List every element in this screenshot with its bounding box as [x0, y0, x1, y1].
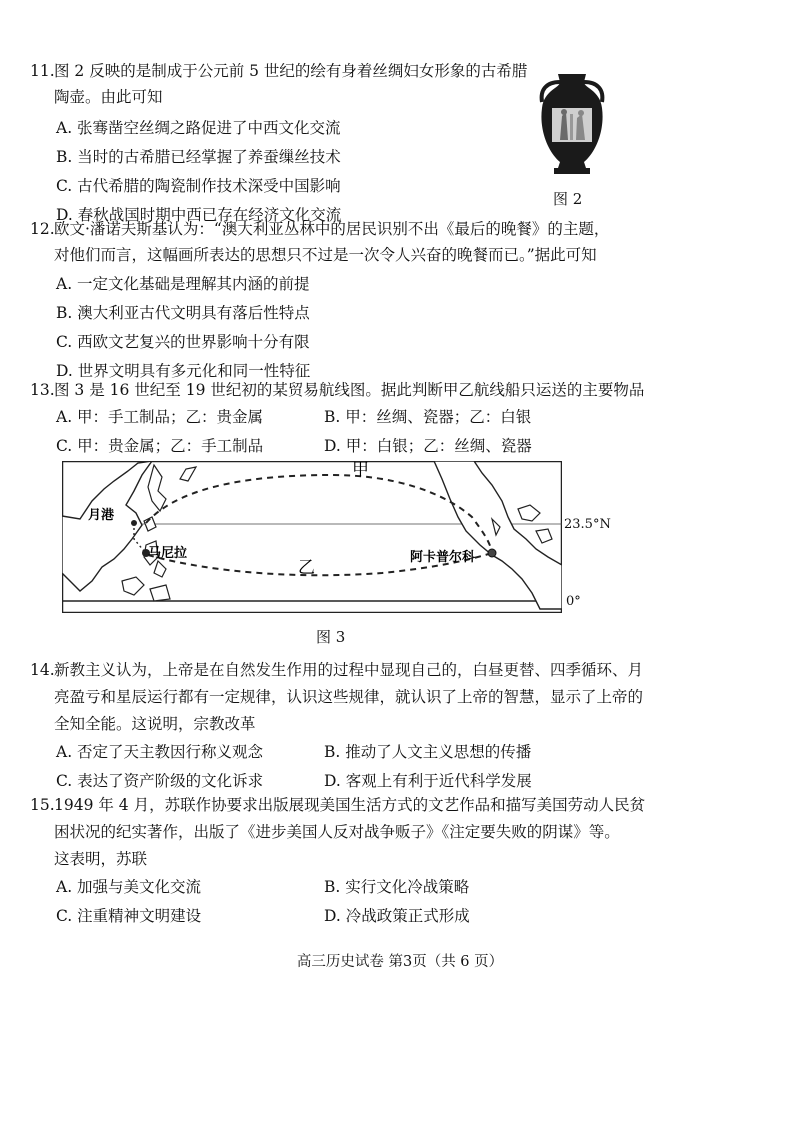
option-a: A. 一定文化基础是理解其内涵的前提 — [56, 275, 310, 293]
question-number: 15. — [30, 796, 55, 814]
question-11 — [30, 58, 770, 230]
question-stem: 欧文·潘诺夫斯基认为：“澳大利亚丛林中的居民识别不出《最后的晚餐》的主题， 对他们而言，这幅画所表达的思想只不过是一次令人兴奋的晚餐而已。”据此可知 — [54, 220, 610, 264]
page-footer: 高三历史试卷 第3页（共 6 页） — [296, 954, 504, 970]
options-row-1 — [56, 403, 770, 432]
option-d: D. 冷战政策正式形成 — [324, 907, 470, 925]
options — [30, 114, 770, 230]
question-number: 11. — [30, 62, 55, 80]
option-d: D. 世界文明具有多元化和同一性特征 — [56, 362, 311, 380]
latitude-label: 23.5°N — [564, 517, 611, 532]
option-b: B. 当时的古希腊已经掌握了养蚕缫丝技术 — [56, 148, 341, 166]
option-c: C. 注重精神文明建设 — [56, 907, 202, 925]
map-graphic — [62, 461, 562, 613]
port-marker — [488, 549, 496, 557]
route-north-label: 甲 — [352, 461, 369, 480]
option-c: C. 古代希腊的陶瓷制作技术深受中国影响 — [56, 177, 341, 195]
figure-3-caption: 图 3 — [316, 628, 346, 646]
option-b: B. 甲：丝绸、瓷器；乙：白银 — [324, 408, 532, 426]
option-c: C. 甲：贵金属；乙：手工制品 — [56, 437, 264, 455]
question-12 — [30, 216, 770, 386]
option-c: C. 西欧文艺复兴的世界影响十分有限 — [56, 333, 310, 351]
place-label: 马尼拉 — [148, 546, 188, 561]
greek-vase-image — [530, 68, 614, 178]
trade-route-map — [62, 461, 562, 613]
question-number: 13. — [30, 381, 55, 399]
option-d: D. 甲：白银；乙：丝绸、瓷器 — [324, 437, 532, 455]
question-stem: 图 2 反映的是制成于公元前 5 世纪的绘有身着丝绸妇女形象的古希腊 陶壶。由此可知 — [54, 62, 528, 106]
port-marker — [131, 520, 137, 526]
question-13 — [30, 377, 770, 461]
question-stem: 图 3 是 16 世纪至 19 世纪初的某贸易航线图。据此判断甲乙航线船只运送的主要物品 — [54, 381, 645, 399]
place-label: 月港 — [88, 508, 115, 523]
option-d: D. 客观上有利于近代科学发展 — [324, 772, 532, 790]
option-b: B. 澳大利亚古代文明具有落后性特点 — [56, 304, 310, 322]
question-stem: 1949 年 4 月，苏联作协要求出版展现美国生活方式的文艺作品和描写美国劳动人民贫 困状况的纪实著作，出版了《进步美国人反对战争贩子》《注定要失败的阴谋》等。 这表明，苏联 — [54, 796, 646, 868]
options-row-1 — [56, 738, 770, 767]
option-b: B. 推动了人文主义思想的传播 — [324, 743, 532, 761]
figure-2-caption: 图 2 — [553, 190, 583, 208]
question-number: 14. — [30, 661, 55, 679]
options-row-2 — [56, 432, 770, 461]
place-label: 阿卡普尔科 — [410, 550, 476, 565]
option-a: A. 否定了天主教因行称义观念 — [56, 743, 264, 761]
option-a: A. 甲：手工制品；乙：贵金属 — [56, 408, 264, 426]
options-row-1 — [56, 873, 770, 902]
question-15 — [30, 792, 770, 931]
option-a: A. 加强与美文化交流 — [56, 878, 202, 896]
question-number: 12. — [30, 220, 55, 238]
route-south-label: 乙 — [298, 558, 315, 578]
option-a: A. 张骞凿空丝绸之路促进了中西文化交流 — [56, 119, 341, 137]
options — [30, 270, 770, 386]
option-d: D. 春秋战国时期中西已存在经济文化交流 — [56, 206, 342, 224]
option-b: B. 实行文化冷战策略 — [324, 878, 470, 896]
option-c: C. 表达了资产阶级的文化诉求 — [56, 772, 264, 790]
latitude-label: 0° — [566, 594, 581, 609]
question-stem: 新教主义认为，上帝是在自然发生作用的过程中显现自己的，白昼更替、四季循环、月 亮盈亏和星辰运行都有一定规律，认识这些规律，就认识了上帝的智慧，显示了上帝的 全知全能。这说明，宗教改革 — [54, 661, 644, 733]
options-row-2 — [56, 902, 770, 931]
question-14 — [30, 657, 770, 796]
